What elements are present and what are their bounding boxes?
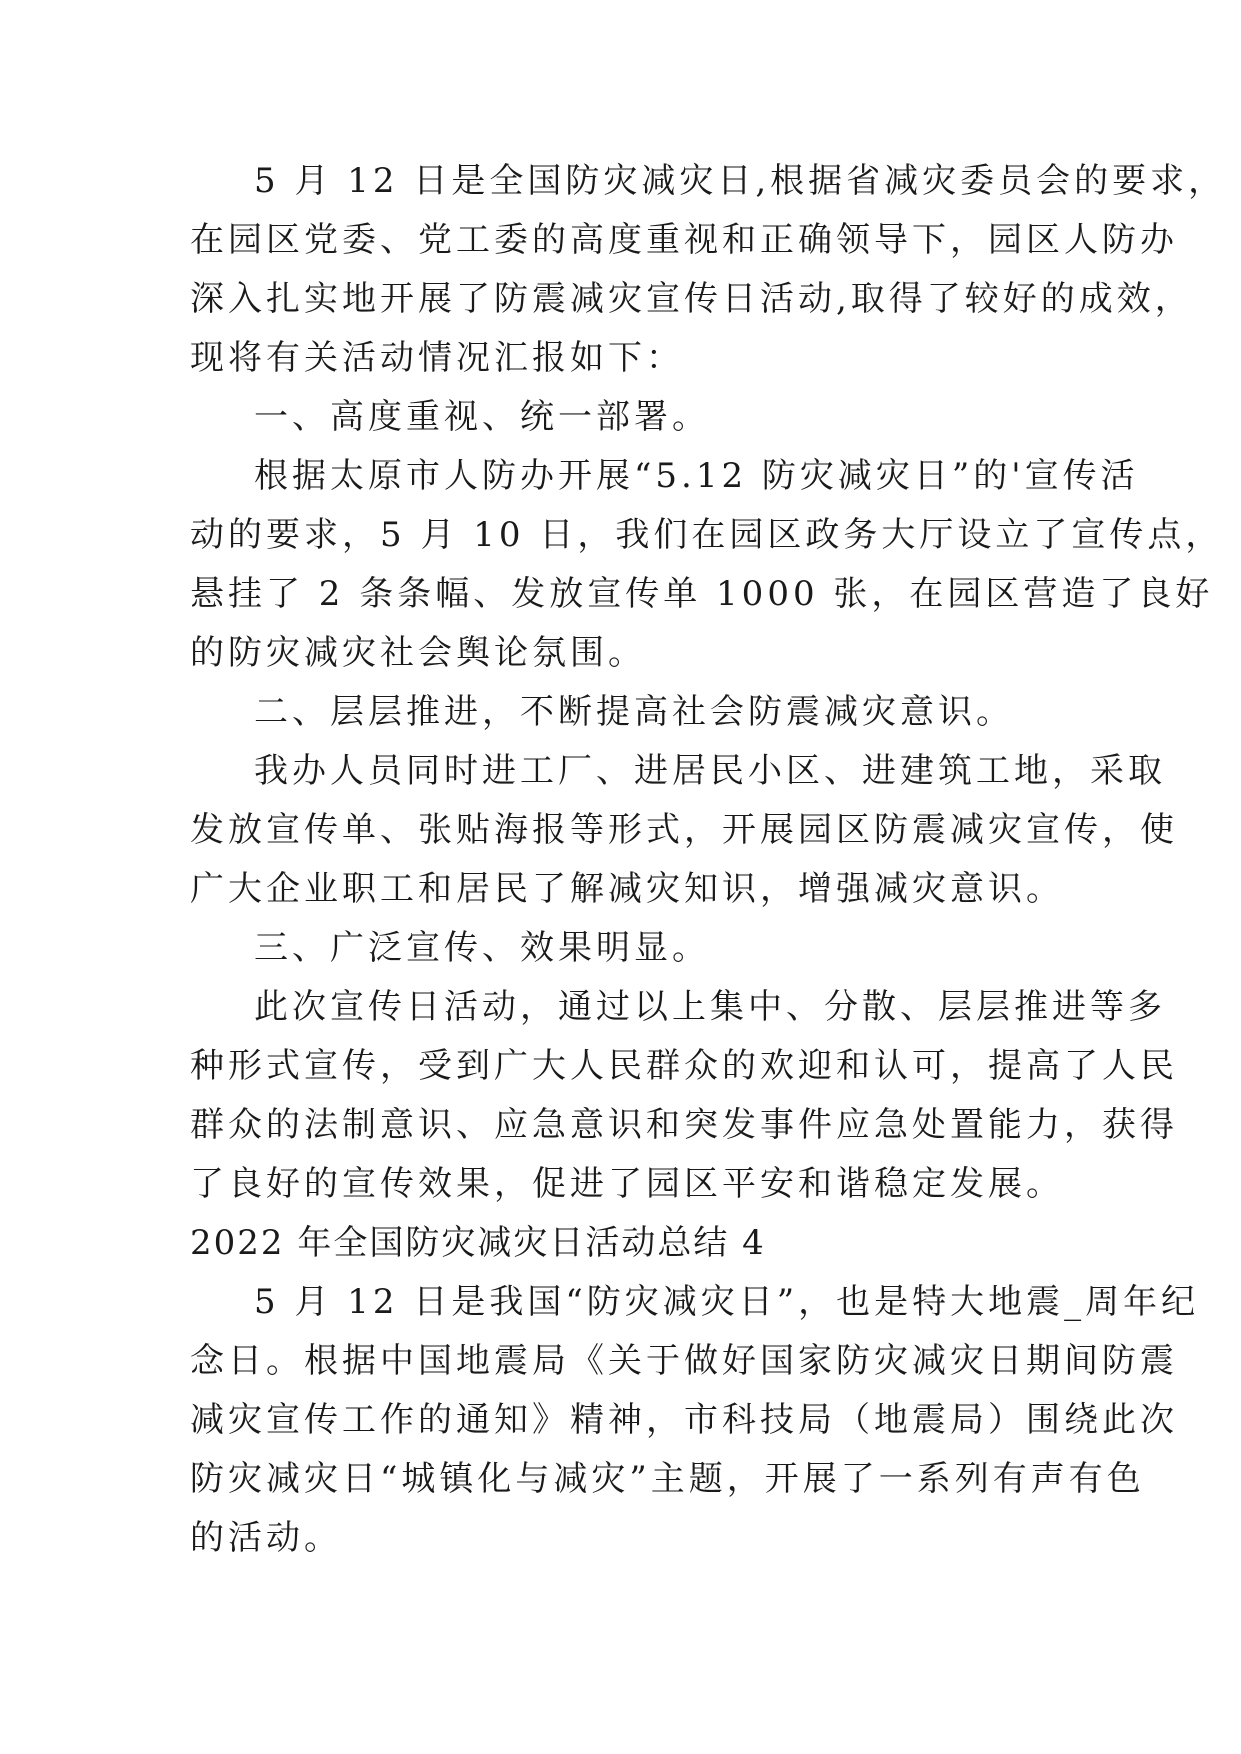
paragraph-line: 的防灾减灾社会舆论氛围。 — [190, 633, 646, 673]
paragraph-line: 了良好的宣传效果，促进了园区平安和谐稳定发展。 — [190, 1164, 1064, 1204]
paragraph-line: 群众的法制意识、应急意识和突发事件应急处置能力，获得 — [190, 1105, 1178, 1145]
paragraph-line: 动的要求，5 月 10 日，我们在园区政务大厅设立了宣传点， — [190, 515, 1224, 555]
paragraph-line: 种形式宣传，受到广大人民群众的欢迎和认可，提高了人民 — [190, 1046, 1178, 1086]
paragraph-line: 念日。根据中国地震局《关于做好国家防灾减灾日期间防震 — [190, 1341, 1178, 1381]
paragraph-line: 悬挂了 2 条条幅、发放宣传单 1000 张，在园区营造了良好 — [190, 574, 1214, 614]
paragraph-line: 此次宣传日活动，通过以上集中、分散、层层推进等多 — [254, 987, 1166, 1027]
section-heading: 一、高度重视、统一部署。 — [254, 397, 710, 437]
paragraph-line: 现将有关活动情况汇报如下： — [190, 338, 684, 378]
paragraph-line: 深入扎实地开展了防震减灾宣传日活动,取得了较好的成效， — [190, 279, 1193, 319]
paragraph-line: 根据太原市人防办开展“5.12 防灾减灾日”的'宣传活 — [254, 456, 1139, 496]
paragraph-line: 防灾减灾日“城镇化与减灾”主题，开展了一系列有声有色 — [190, 1459, 1145, 1499]
paragraph-line: 5 月 12 日是我国“防灾减灾日”，也是特大地震_周年纪 — [254, 1282, 1200, 1322]
paragraph-line: 在园区党委、党工委的高度重视和正确领导下，园区人防办 — [190, 220, 1178, 260]
paragraph-line: 我办人员同时进工厂、进居民小区、进建筑工地，采取 — [254, 751, 1166, 791]
paragraph-line: 5 月 12 日是全国防灾减灾日,根据省减灾委员会的要求， — [254, 161, 1227, 201]
paragraph-line: 减灾宣传工作的通知》精神，市科技局（地震局）围绕此次 — [190, 1400, 1178, 1440]
paragraph-line: 广大企业职工和居民了解减灾知识，增强减灾意识。 — [190, 869, 1064, 909]
paragraph-line: 发放宣传单、张贴海报等形式，开展园区防震减灾宣传，使 — [190, 810, 1178, 850]
section-heading: 三、广泛宣传、效果明显。 — [254, 928, 710, 968]
paragraph-line: 的活动。 — [190, 1518, 342, 1558]
section-heading: 二、层层推进，不断提高社会防震减灾意识。 — [254, 692, 1014, 732]
article-title: 2022 年全国防灾减灾日活动总结 4 — [190, 1223, 766, 1263]
